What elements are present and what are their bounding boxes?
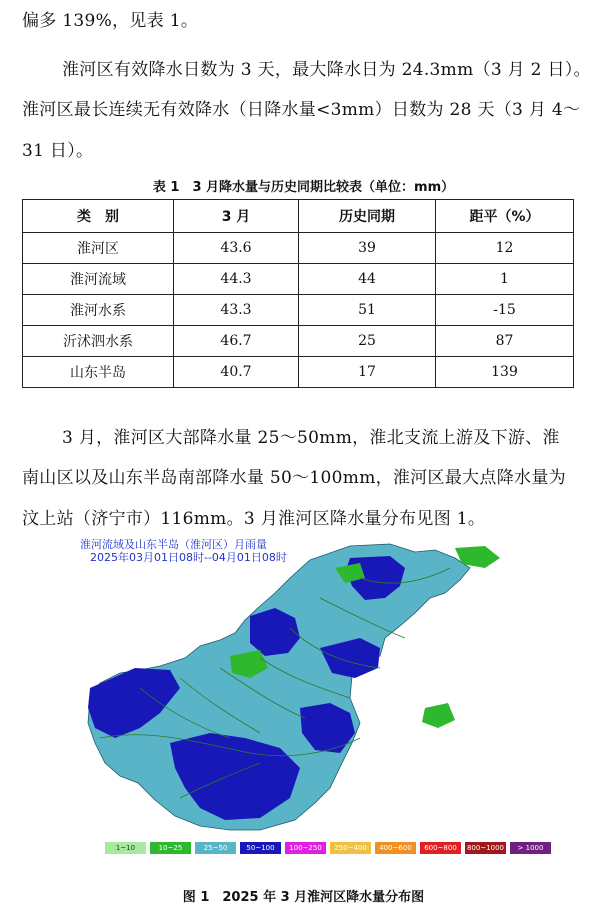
table-row — [23, 357, 574, 388]
figure-caption: 图 1 2025 年 3 月淮河区降水量分布图 — [182, 890, 425, 905]
text-line: 31 日）。 — [22, 141, 94, 161]
header-anomaly: 距平（%） — [436, 200, 574, 233]
legend-over-1000: > 1000 — [510, 842, 551, 854]
cell-category: 淮河流域 — [23, 264, 174, 295]
rainfall-map — [60, 538, 560, 868]
header-category: 类 别 — [23, 200, 174, 233]
table-header-row — [23, 200, 574, 233]
text-line: 南山区以及山东半岛南部降水量 50～100mm，淮河区最大点降水量为 — [22, 468, 566, 488]
cell-history: 51 — [299, 295, 436, 326]
cell-anomaly: 12 — [436, 233, 574, 264]
legend-250-400: 250~400 — [330, 842, 371, 854]
comparison-table — [22, 199, 574, 388]
cell-category: 淮河区 — [23, 233, 174, 264]
map-title-line1: 淮河流域及山东半岛（淮河区）月雨量 — [80, 538, 267, 551]
region-light-se — [422, 703, 455, 728]
cell-history: 25 — [299, 326, 436, 357]
map-legend — [105, 842, 555, 854]
cell-category: 山东半岛 — [23, 357, 174, 388]
cell-history: 44 — [299, 264, 436, 295]
legend-400-600: 400~600 — [375, 842, 416, 854]
map-graphic — [60, 538, 560, 868]
cell-history: 39 — [299, 233, 436, 264]
table-row — [23, 233, 574, 264]
cell-category: 淮河水系 — [23, 295, 174, 326]
legend-800-1000: 800~1000 — [466, 844, 505, 852]
cell-category: 沂沭泗水系 — [23, 326, 174, 357]
legend-600-800: 600~800 — [420, 842, 461, 854]
cell-march: 40.7 — [174, 357, 299, 388]
header-march: 3 月 — [174, 200, 299, 233]
cell-march: 43.3 — [174, 295, 299, 326]
cell-march: 46.7 — [174, 326, 299, 357]
map-title — [80, 538, 287, 564]
cell-march: 43.6 — [174, 233, 299, 264]
legend-100-250: 100~250 — [285, 842, 326, 854]
cell-anomaly: 139 — [436, 357, 574, 388]
header-history: 历史同期 — [299, 200, 436, 233]
cell-anomaly: -15 — [436, 295, 574, 326]
cell-anomaly: 87 — [436, 326, 574, 357]
table-caption: 表 1 3 月降水量与历史同期比较表（单位：mm） — [152, 180, 455, 195]
table-row — [23, 295, 574, 326]
text-line: 淮河区有效降水日数为 3 天，最大降水日为 24.3mm（3 月 2 日）。 — [62, 60, 591, 80]
legend-1-10: 1~10 — [105, 842, 146, 854]
table-row — [23, 326, 574, 357]
cell-anomaly: 1 — [436, 264, 574, 295]
text-line: 淮河区最长连续无有效降水（日降水量<3mm）日数为 28 天（3 月 4～ — [22, 100, 581, 120]
text-line: 汶上站（济宁市）116mm。3 月淮河区降水量分布见图 1。 — [22, 509, 486, 529]
table-row — [23, 264, 574, 295]
cell-history: 17 — [299, 357, 436, 388]
text-line: 3 月，淮河区大部降水量 25～50mm，淮北支流上游及下游、淮 — [62, 428, 560, 448]
legend-25-50: 25~50 — [195, 842, 236, 854]
map-title-line2: 2025年03月01日08时--04月01日08时 — [90, 551, 287, 564]
legend-50-100: 50~100 — [240, 842, 281, 854]
text-line: 偏多 139%，见表 1。 — [22, 11, 199, 31]
legend-10-25: 10~25 — [150, 842, 191, 854]
cell-march: 44.3 — [174, 264, 299, 295]
